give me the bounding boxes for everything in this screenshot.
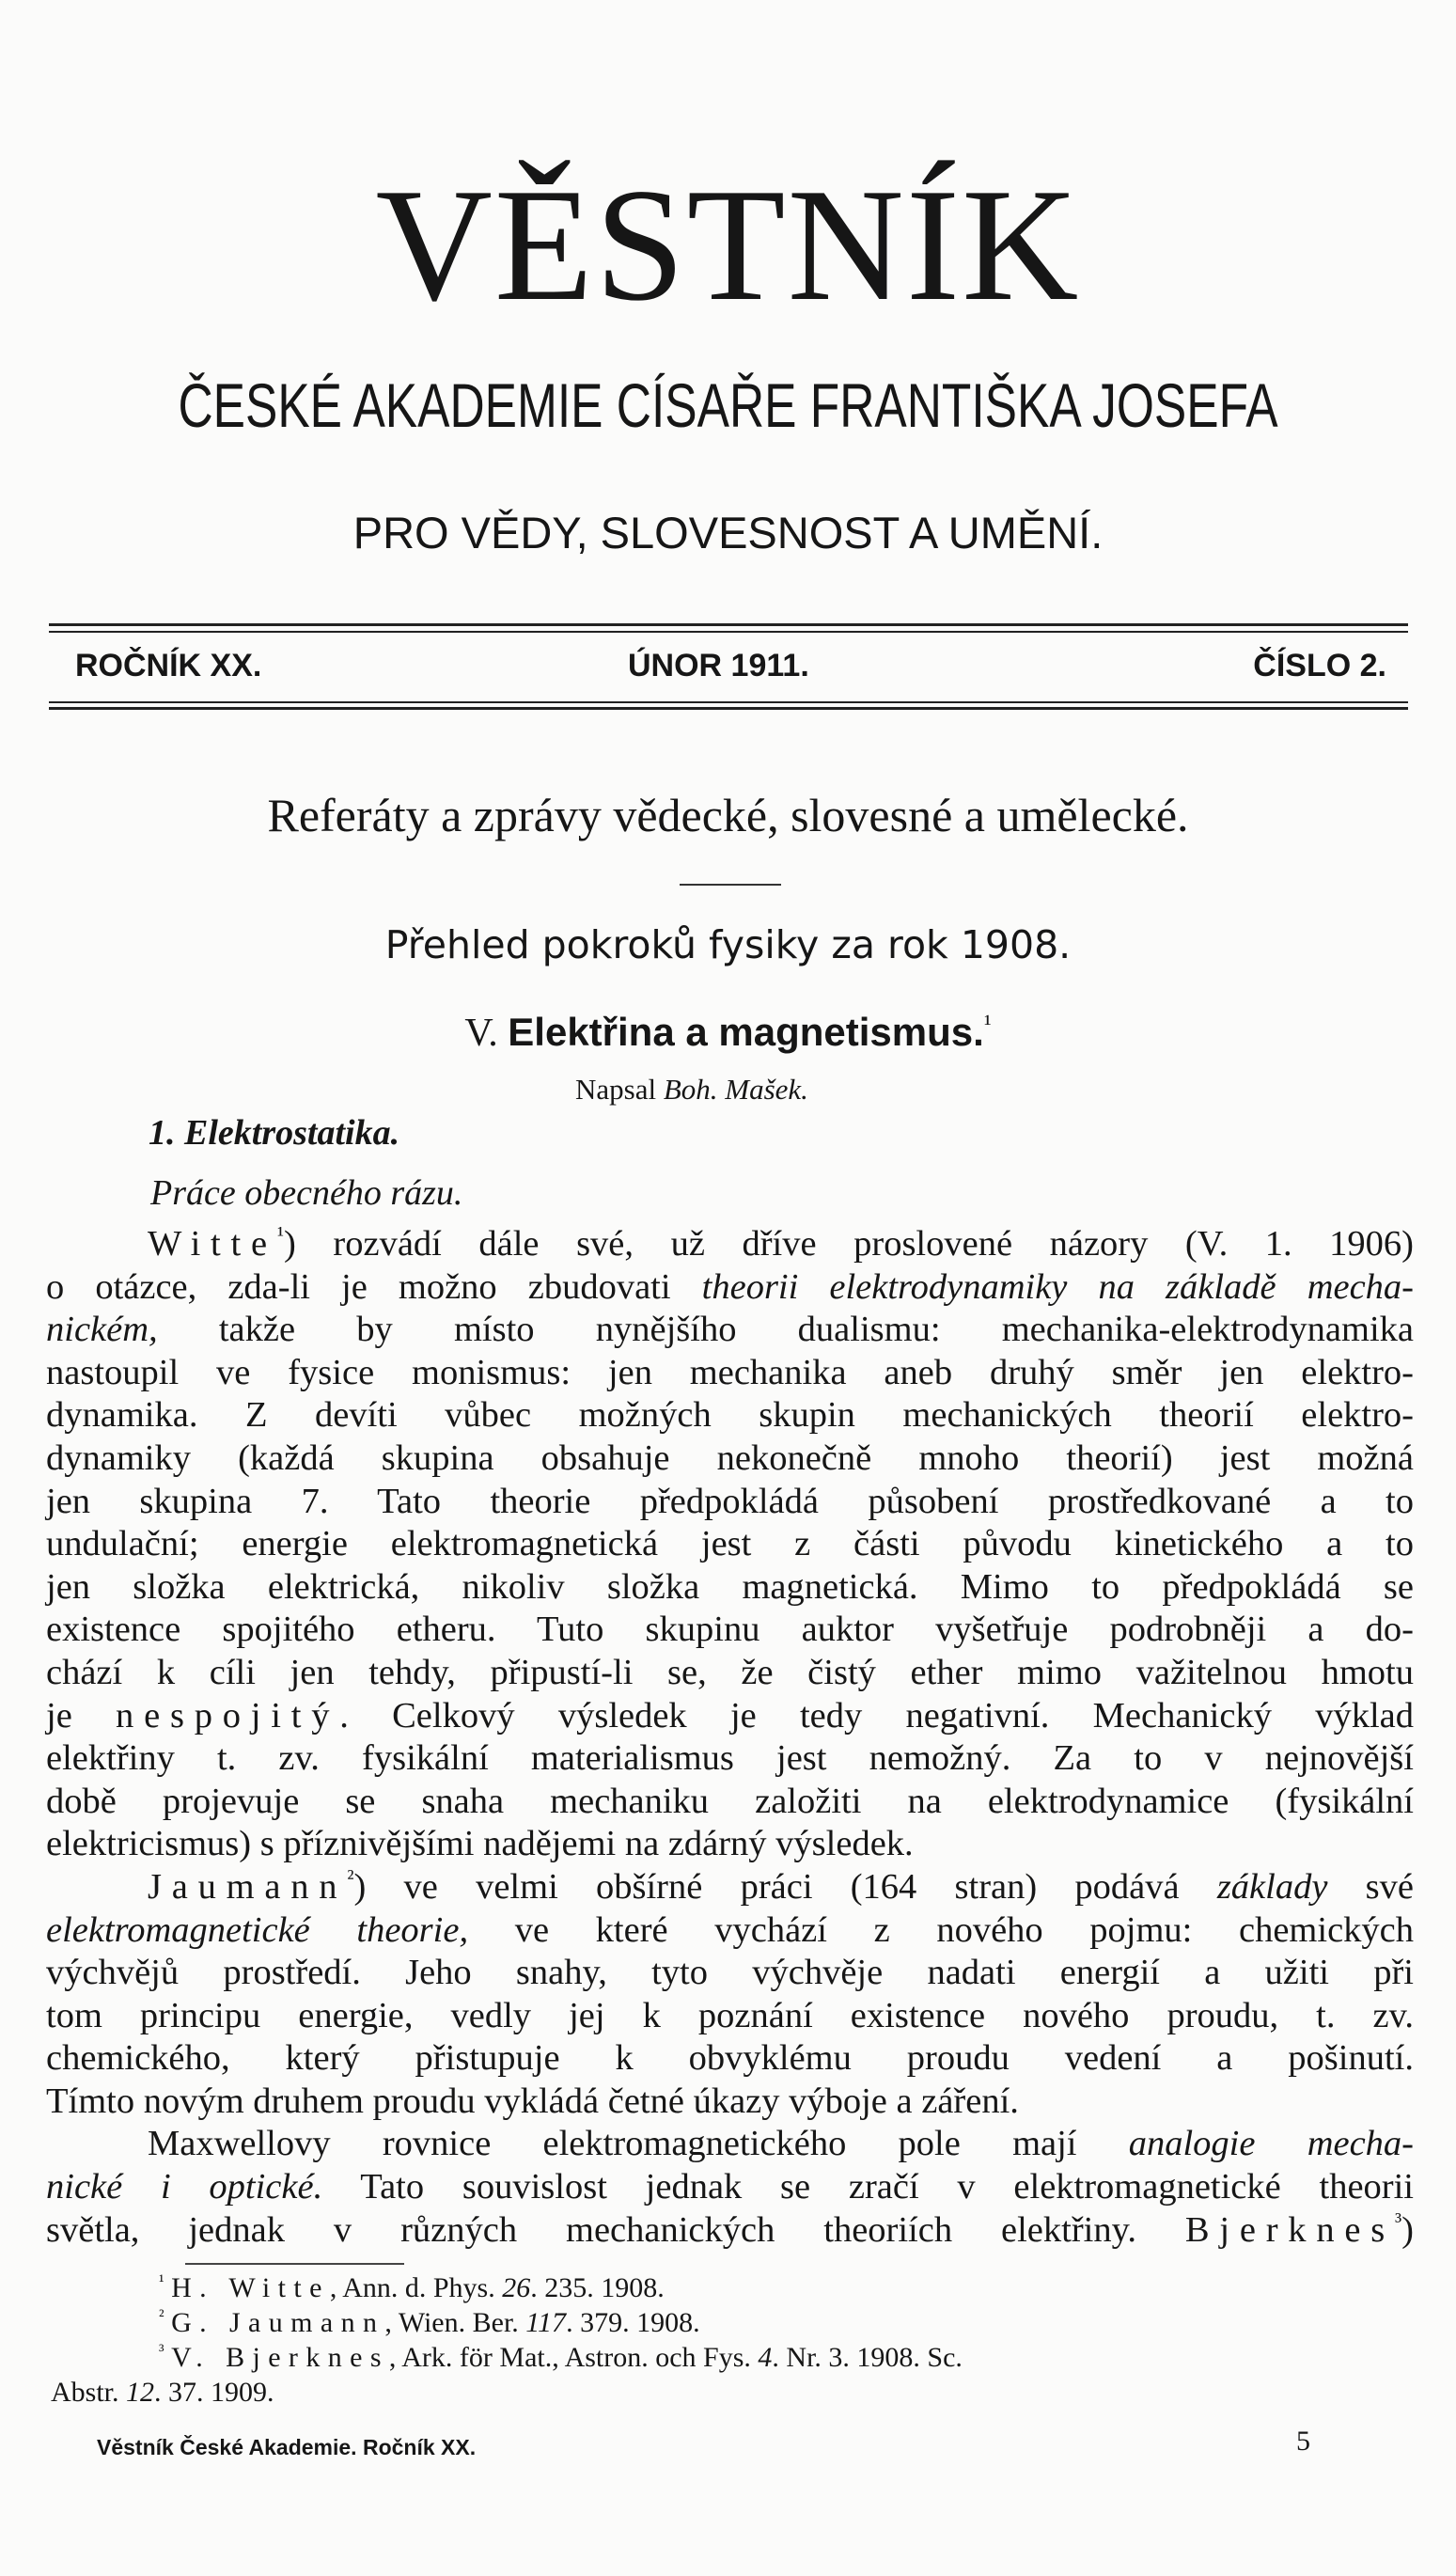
- article-body: [46, 1223, 1414, 2252]
- chapter-number: V.: [464, 1012, 498, 1055]
- body-line: dynamika. Z devíti vůbec možných skupin mechanických theorií elektro-: [46, 1395, 1414, 1436]
- body-line: elektřiny t. zv. fysikální materialismus jest nemožný. Za to v nejnovější: [46, 1738, 1414, 1779]
- masthead-subtitle-2: PRO VĚDY, SLOVESNOST A UMĚNÍ.: [352, 508, 1104, 558]
- body-line: době projevuje se snaha mechaniku založiti na elektrodynamice (fysikální: [46, 1781, 1414, 1821]
- volume-label: ROČNÍK XX.: [75, 648, 262, 683]
- body-line: Witte$^{^1}$) rozvádí dále své, už dříve proslovené názory (V. 1. 1906): [148, 1223, 1414, 1264]
- body-line: je nespojitý. Celkový výsledek je tedy negativní. Mechanický výklad: [46, 1695, 1414, 1736]
- body-line: tom principu energie, vedly jej k poznání existence nového proudu, t. zv.: [46, 1995, 1414, 2035]
- footnotes: [51, 2270, 1414, 2410]
- subsection-heading: 1. Elektrostatika.: [149, 1113, 400, 1153]
- footnote: $^{^2}$ G. Jaumann, Wien. Ber. 117. 379. 1908.: [159, 2306, 700, 2338]
- body-line: elektromagnetické theorie, ve které vychází z nového pojmu: chemických: [46, 1909, 1414, 1950]
- body-line: Tímto novým druhem proudu vykládá četné úkazy výboje a záření.: [46, 2081, 1019, 2121]
- footnote-continuation: Abstr. 12. 37. 1909.: [51, 2377, 274, 2408]
- chapter-heading: [0, 1010, 1456, 1055]
- byline-prefix: Napsal: [575, 1073, 664, 1106]
- section-title: Referáty a zprávy vědecké, slovesné a umělecké.: [267, 789, 1189, 841]
- body-line: chází k cíli jen tehdy, připustí-li se, že čistý ether mimo važitelnou hmotu: [46, 1652, 1414, 1692]
- masthead-subtitle: ČESKÉ AKADEMIE CÍSAŘE FRANTIŠKA JOSEFA: [178, 370, 1278, 440]
- header-rule-top-thin: [49, 631, 1408, 633]
- body-line: výchvějů prostředí. Jeho snahy, tyto výchvěje nadati energií a užiti při: [46, 1953, 1414, 1993]
- body-line: chemického, který přistupuje k obvyklému proudu vedení a pošinutí.: [46, 2038, 1414, 2079]
- body-line: nickém, takže by místo nynějšího dualismu: mechanika-elektrodynamika: [46, 1310, 1414, 1350]
- body-line: existence spojitého etheru. Tuto skupinu auktor vyšetřuje podrobněji a do-: [46, 1610, 1414, 1650]
- body-line: Maxwellovy rovnice elektromagnetického pole mají analogie mecha-: [148, 2124, 1414, 2164]
- body-line: nastoupil ve fysice monismus: jen mechanika aneb druhý směr jen elektro-: [46, 1352, 1414, 1392]
- section-divider: [680, 884, 781, 886]
- body-line: nické i optické. Tato souvislost jednak se zračí v elektromagnetické theorii: [46, 2167, 1414, 2207]
- body-line: elektricismus) s příznivějšími nadějemi na zdárný výsledek.: [46, 1824, 914, 1864]
- issue-bar: [75, 642, 1386, 699]
- body-line: světla, jednak v různých mechanických theoriích elektřiny. Bjerknes$^{^3}$): [46, 2208, 1414, 2250]
- body-line: jen složka elektrická, nikoliv složka magnetická. Mimo to předpokládá se: [46, 1566, 1414, 1607]
- subsubsection-heading: Práce obecného rázu.: [150, 1173, 463, 1213]
- masthead-title: VĚSTNÍK: [375, 156, 1081, 335]
- header-rule-bottom-thin: [49, 701, 1408, 703]
- body-line: dynamiky (každá skupina obsahuje nekonečně mnoho theorií) jest možná: [46, 1437, 1414, 1478]
- chapter-name: Elektřina a magnetismus.: [508, 1010, 984, 1054]
- body-line: Jaumann$^{^2}$) ve velmi obšírné práci (164 stran) podává základy své: [148, 1866, 1414, 1907]
- header-rule-top: [49, 623, 1408, 626]
- footnote: $^{^1}$ H. Witte, Ann. d. Phys. 26. 235. 1908.: [159, 2271, 665, 2303]
- issue-label: ČÍSLO 2.: [1253, 648, 1386, 683]
- body-line: undulační; energie elektromagnetická jest z části původu kinetického a to: [46, 1524, 1414, 1564]
- header-rule-bottom: [49, 707, 1408, 710]
- date-label: ÚNOR 1911.: [628, 648, 809, 683]
- footnote-rule: [185, 2263, 404, 2265]
- footnote: $^{^3}$ V. Bjerknes, Ark. för Mat., Astron. och Fys. 4. Nr. 3. 1908. Sc.: [159, 2341, 963, 2373]
- author-name: Boh. Mašek.: [663, 1073, 808, 1106]
- body-line: jen skupina 7. Tato theorie předpokládá působení prostředkované a to: [46, 1481, 1414, 1521]
- body-line: o otázce, zda-li je možno zbudovati theorii elektrodynamiky na základě mecha-: [46, 1266, 1414, 1307]
- chapter-footnote-mark: ¹: [983, 1010, 992, 1037]
- running-footer: Věstník České Akademie. Ročník XX.: [97, 2435, 477, 2459]
- article-title: Přehled pokroků fysiky za rok 1908.: [384, 922, 1072, 967]
- byline: [575, 1073, 808, 1107]
- page-number: 5: [1296, 2426, 1310, 2457]
